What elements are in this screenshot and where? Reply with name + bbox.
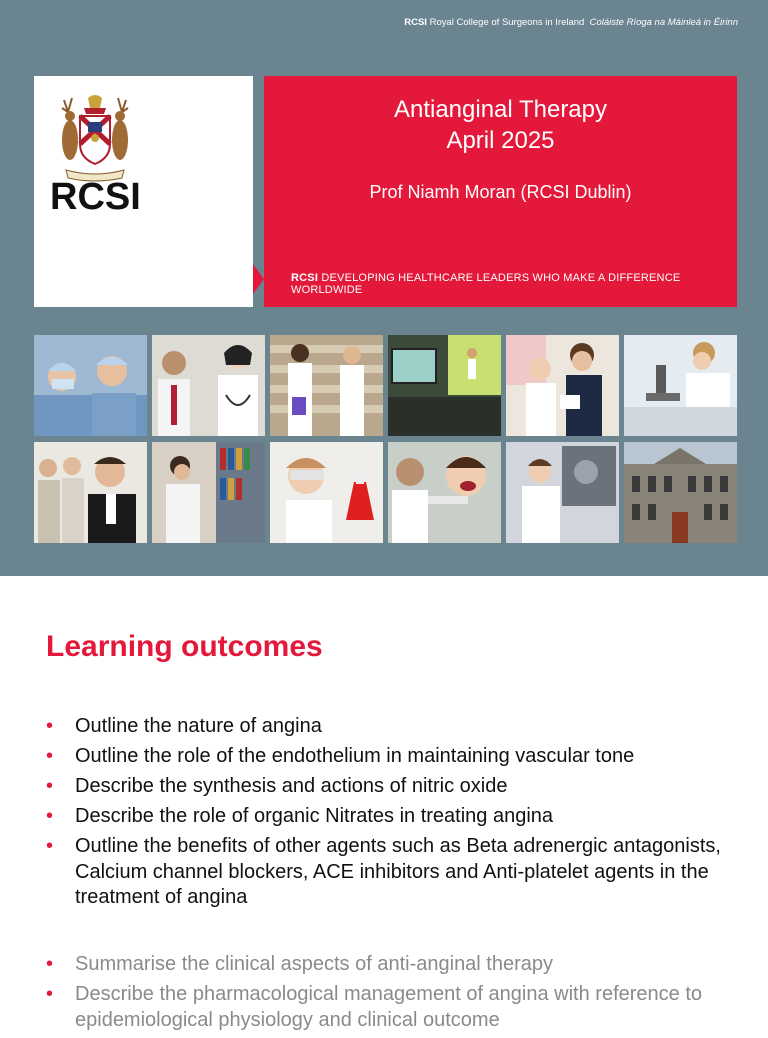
photo-lab-flask bbox=[270, 442, 383, 543]
photo-business-group bbox=[34, 442, 147, 543]
bullet-icon: • bbox=[46, 805, 54, 827]
presenter: Prof Niamh Moran (RCSI Dublin) bbox=[369, 182, 632, 202]
list-item: • Summarise the clinical aspects of anti-anginal therapy bbox=[46, 952, 736, 978]
photo-grid bbox=[34, 335, 738, 544]
bullet-icon: • bbox=[46, 715, 54, 737]
presentation-title: Antianginal Therapy April 2025 bbox=[393, 96, 608, 154]
learning-outcomes-slide bbox=[0, 576, 768, 1031]
title-panel bbox=[264, 76, 737, 307]
photo-nurse-patient bbox=[506, 335, 619, 436]
bullet-icon: • bbox=[46, 775, 54, 797]
bullet-icon: • bbox=[46, 953, 54, 975]
photo-surgeons bbox=[34, 335, 147, 436]
photo-doctors bbox=[152, 335, 265, 436]
bullet-icon: • bbox=[46, 983, 54, 1005]
photo-library bbox=[152, 442, 265, 543]
photo-researcher-xray bbox=[506, 442, 619, 543]
photo-microscope bbox=[624, 335, 737, 436]
red-arrow bbox=[253, 264, 264, 294]
list-item: • Describe the synthesis and actions of nitric oxide bbox=[46, 774, 736, 800]
bullet-icon: • bbox=[46, 745, 54, 767]
section-heading: Learning outcomes bbox=[46, 630, 323, 663]
list-item: • Outline the nature of angina bbox=[46, 714, 736, 740]
photo-pharmacy bbox=[270, 335, 383, 436]
list-item: • Describe the pharmacological management of angina with reference to epidemiological physiology and clinical outcome bbox=[46, 983, 703, 1031]
photo-dentist bbox=[388, 442, 501, 543]
institution-header: RCSI Royal College of Surgeons in Ireland Coláiste Ríoga na Máinleá in Éirinn bbox=[404, 17, 738, 28]
rcsi-logo: RCSI bbox=[34, 76, 253, 307]
tagline: RCSI DEVELOPING HEALTHCARE LEADERS WHO MAKE A DIFFERENCE WORLDWIDE bbox=[291, 272, 681, 296]
photo-college-building bbox=[624, 442, 737, 543]
photo-sports-lab bbox=[388, 335, 501, 436]
list-item: • Describe the role of organic Nitrates in treating angina bbox=[46, 804, 736, 830]
list-item: • Outline the benefits of other agents such as Beta adrenergic antagonists, Calcium channel blockers, ACE inhibitors and Anti-platelet agents in the treatment of angina bbox=[46, 835, 721, 908]
outcomes-list bbox=[46, 714, 736, 915]
crest-icon bbox=[60, 92, 130, 182]
list-item: • Outline the role of the endothelium in maintaining vascular tone bbox=[46, 744, 736, 770]
faded-outcomes-list bbox=[46, 952, 736, 1038]
bullet-icon: • bbox=[46, 835, 54, 857]
